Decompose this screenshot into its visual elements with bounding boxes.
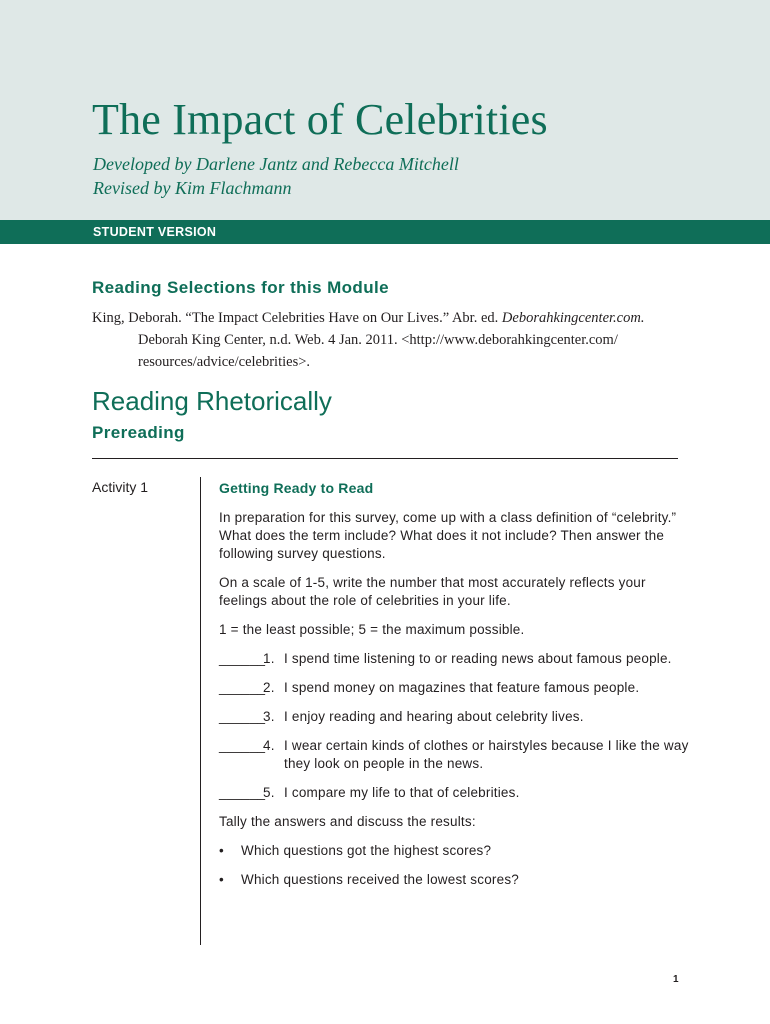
answer-blank: ______: [219, 680, 266, 695]
survey-item: [219, 784, 689, 802]
page-number: 1: [673, 974, 679, 985]
document-title: The Impact of Celebrities: [92, 95, 548, 144]
rating-scale: 1 = the least possible; 5 = the maximum possible.: [219, 622, 525, 637]
answer-blank: ______: [219, 651, 266, 666]
activity-intro: In preparation for this survey, come up with a class definition of “celebrity.” What does the term include? What does it not include? Then answer the following survey questions.: [219, 510, 677, 561]
section-subheading: Prereading: [92, 423, 185, 442]
survey-item: [219, 679, 689, 697]
citation-line-1: [92, 307, 652, 329]
item-text: I compare my life to that of celebrities.: [284, 785, 520, 800]
item-number: 4.: [263, 738, 275, 753]
item-text: I spend time listening to or reading news about famous people.: [284, 651, 672, 666]
citation-line-3: resources/advice/celebrities>.: [138, 354, 311, 370]
survey-item: [219, 737, 689, 773]
horizontal-rule: [92, 458, 678, 459]
activity-instructions: On a scale of 1-5, write the number that most accurately reflects your feelings about the role of celebrities in your life.: [219, 575, 646, 608]
activity-body: [219, 479, 689, 900]
bullet-item: [219, 842, 689, 860]
answer-blank: ______: [219, 738, 266, 753]
citation-line-2: Deborah King Center, n.d. Web. 4 Jan. 2011. <http://www.deborahkingcenter.com/: [138, 332, 618, 348]
tally-instructions: Tally the answers and discuss the results:: [219, 814, 476, 829]
vertical-divider: [200, 477, 201, 945]
citation: [92, 307, 652, 373]
item-number: 3.: [263, 709, 275, 724]
version-label: STUDENT VERSION: [93, 225, 217, 239]
citation-author-title: King, Deborah. “The Impact Celebrities Have on Our Lives.” Abr. ed.: [92, 310, 502, 326]
item-number: 5.: [263, 785, 275, 800]
activity-label: Activity 1: [92, 479, 149, 495]
item-text: I wear certain kinds of clothes or hairstyles because I like the way they look on people in the news.: [284, 738, 689, 771]
version-bar: [0, 220, 770, 244]
bullet-dot: •: [219, 872, 224, 887]
reading-selections-heading: Reading Selections for this Module: [92, 278, 389, 297]
credit-revision: Revised by Kim Flachmann: [93, 178, 292, 198]
survey-item: [219, 708, 689, 726]
answer-blank: ______: [219, 709, 266, 724]
activity-title: Getting Ready to Read: [219, 480, 374, 496]
bullet-text: Which questions received the lowest scores?: [241, 872, 519, 887]
section-heading: Reading Rhetorically: [92, 386, 332, 416]
bullet-item: [219, 871, 689, 889]
item-number: 1.: [263, 651, 275, 666]
bullet-dot: •: [219, 843, 224, 858]
bullet-text: Which questions got the highest scores?: [241, 843, 492, 858]
item-text: I enjoy reading and hearing about celebrity lives.: [284, 709, 584, 724]
survey-item: [219, 650, 689, 668]
answer-blank: ______: [219, 785, 266, 800]
citation-site-name: Deborahkingcenter.com.: [501, 310, 645, 326]
item-text: I spend money on magazines that feature famous people.: [284, 680, 640, 695]
item-number: 2.: [263, 680, 275, 695]
credit-developers: Developed by Darlene Jantz and Rebecca Mitchell: [93, 154, 459, 174]
